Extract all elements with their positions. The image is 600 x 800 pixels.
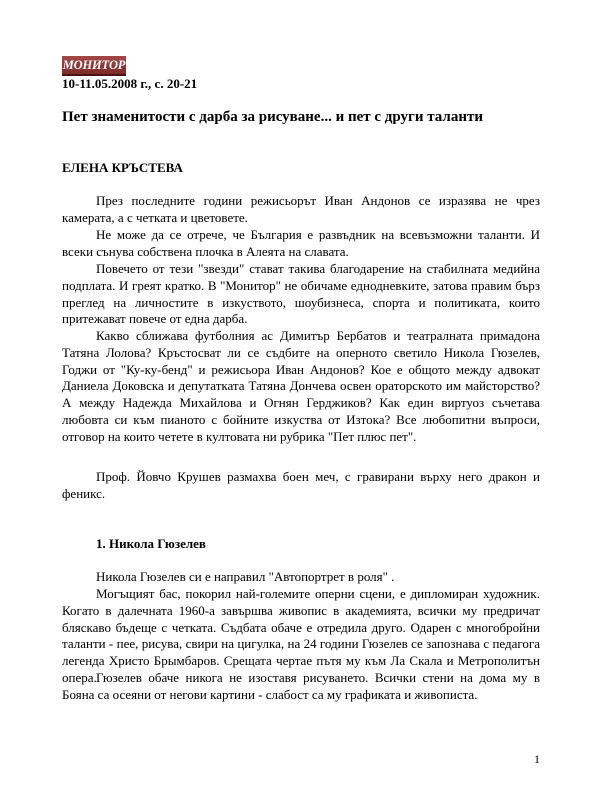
section-title: 1. Никола Гюзелев bbox=[96, 536, 206, 551]
article-author: ЕЛЕНА КРЪСТЕВА bbox=[62, 160, 183, 175]
paragraph: Какво сближава футболния ас Димитър Бербатов и театралната примадона Татяна Лолова? Кръстосват ли се съдбите на оперното светило Никола Гюзелев, Годжи от "Ку-ку-бенд" и режисьора Иван Андонов? Кое е общото между адвокат Даниела Доковска и депутатката Татяна Дончева освен ораторското им майсторство? А между Надежда Михайлова и Огнян Герджиков? Как един виртуоз съчетава любовта си към пианото с бойните изкуства от Изтока? Все любопитни въпроси, отговор на които четете в култовата ни рубрика "Пет плюс пет". bbox=[62, 328, 540, 444]
paragraph: През последните години режисьорът Иван Андонов се изразява не чрез камерата, а с четката и цветовете. bbox=[62, 193, 540, 225]
page-number: 1 bbox=[534, 752, 540, 766]
paragraph: Гюзелев обаче никога не изоставя рисуването. Всички стени на дома му в Бояна са осеяни от негови картини - слабост са му графиката и живописта. bbox=[62, 670, 540, 702]
paragraph: Проф. Йовчо Крушев размахва боен меч, с гравирани върху него дракон и феникс. bbox=[62, 469, 540, 501]
paragraph: Повечето от тези "звезди" стават такива благодарение на стабилната медийна подплата. И греят кратко. В "Монитор" не обичаме еднодневките, затова правим бърз преглед на личностите в изкуството, шоубизнеса, спорта и политиката, които притежават повече от една дарба. bbox=[62, 261, 540, 327]
paragraph: Не може да се отрече, че България е развъдник на всевъзможни таланти. И всеки сънува собствена плочка в Алеята на славата. bbox=[62, 227, 540, 259]
monitor-logo: МОНИТОР bbox=[62, 56, 126, 76]
paragraph: Никола Гюзелев си е направил "Автопортрет в роля" . bbox=[96, 569, 395, 584]
publication-date: 10-11.05.2008 г., с. 20-21 bbox=[62, 76, 198, 91]
paragraph: Могъщият бас, покорил най-големите оперни сцени, е дипломиран художник. Когато в далечната 1960-а завършва живопис в академията, всички му предричат бляскаво бъдеще с четката. Съдбата обаче е отредила друго. Одарен с многобройни таланти - пее, рисува, свири на цигулка, на 24 години Гюзелев се запознава с педагога легенда Христо Брымбаров. Срещата чертае пътя му към Ла Скала и Метрополитън опера. bbox=[62, 586, 540, 685]
article-headline: Пет знаменитости с дарба за рисуване... и пет с други таланти bbox=[62, 109, 483, 125]
